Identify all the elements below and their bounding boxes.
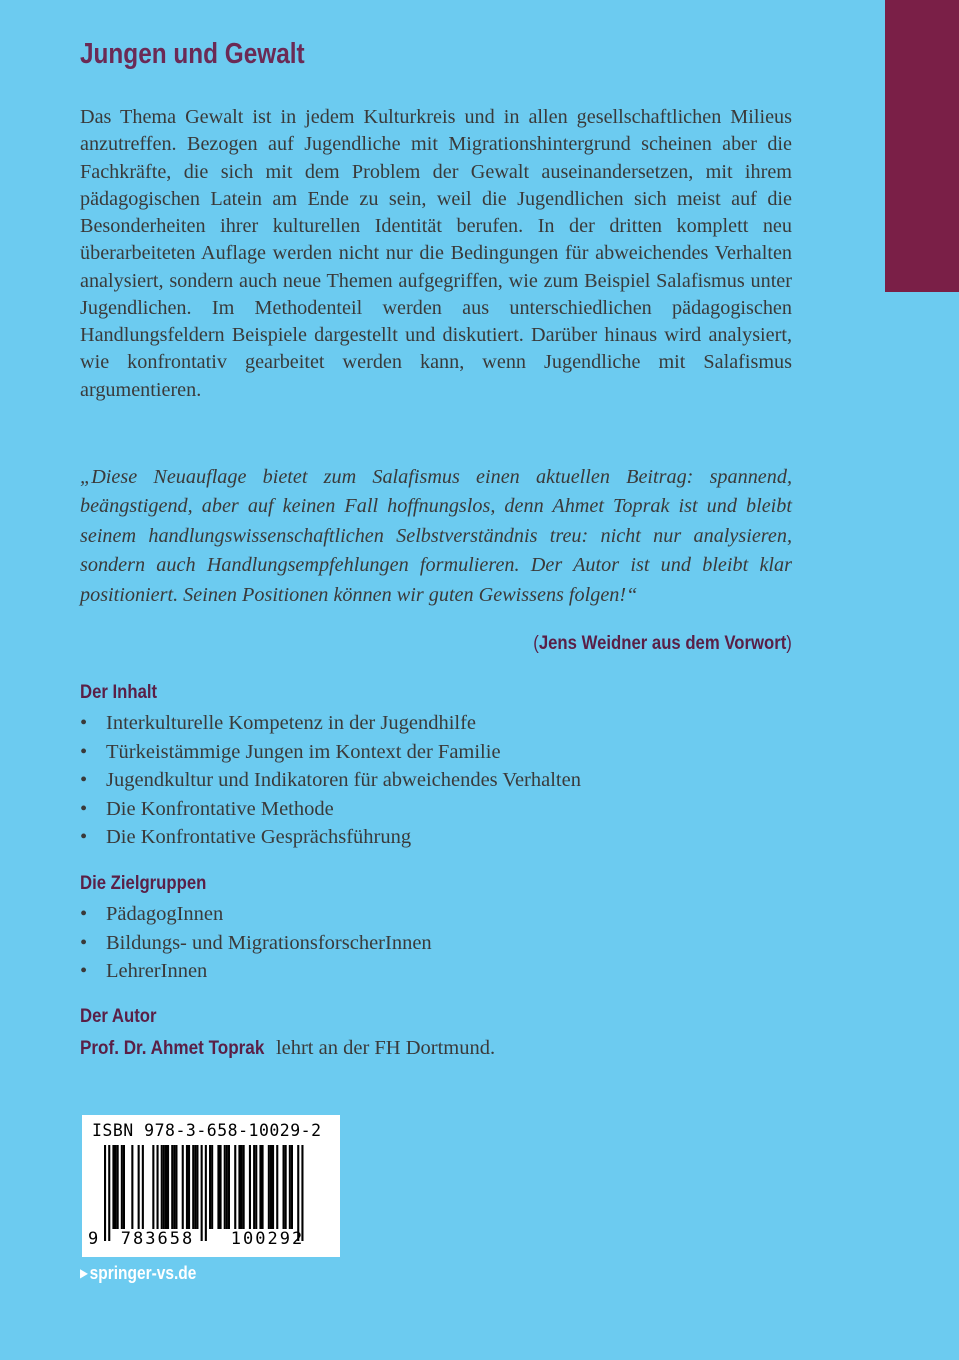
barcode-guard-bar bbox=[201, 1145, 203, 1241]
attribution-open-paren: ( bbox=[533, 633, 539, 654]
barcode-bar bbox=[285, 1145, 287, 1229]
foreword-quote: „Diese Neuauflage bietet zum Salafismus einen aktuellen Beitrag: spannend, beängstigend, aber auf keinen Fall hoffnungslos, denn Ahmet Toprak ist und bleibt seinem handlungswissenschaftlichen Selbstverständnis treu: nicht nur analysieren, sondern auch Handlungsempfehlungen formulieren. Der Autor ist und bleibt klar positioniert. Seinen Positionen können wir guten Gewissens folgen!“ bbox=[80, 466, 792, 606]
quote-attribution bbox=[533, 633, 792, 655]
inhalt-list bbox=[80, 709, 581, 852]
list-item: • Die Konfrontative Methode bbox=[80, 795, 581, 824]
bullet-icon: • bbox=[80, 797, 88, 820]
barcode-bar bbox=[217, 1145, 219, 1229]
ean-first-digit: 9 bbox=[88, 1229, 99, 1249]
barcode-bar bbox=[270, 1145, 272, 1229]
barcode-bar bbox=[255, 1145, 257, 1229]
list-item: • Jugendkultur und Indikatoren für abweichendes Verhalten bbox=[80, 766, 581, 795]
barcode-bar bbox=[289, 1145, 291, 1229]
barcode-bar bbox=[142, 1145, 144, 1229]
barcode-bar bbox=[173, 1145, 175, 1229]
barcode-guard-bar bbox=[108, 1145, 110, 1241]
book-title: Jungen und Gewalt bbox=[80, 38, 305, 70]
barcode-bar bbox=[161, 1145, 163, 1229]
barcode-bar bbox=[276, 1145, 278, 1229]
barcode-bar bbox=[123, 1145, 125, 1229]
barcode-bar bbox=[272, 1145, 274, 1229]
barcode-bar bbox=[249, 1145, 251, 1229]
barcode-bar bbox=[253, 1145, 255, 1229]
barcode-bar bbox=[224, 1145, 226, 1229]
barcode-bar bbox=[211, 1145, 213, 1229]
attribution-close-paren: ) bbox=[786, 633, 792, 654]
bullet-icon: • bbox=[80, 960, 88, 983]
barcode-bar bbox=[226, 1145, 228, 1229]
barcode-bar bbox=[171, 1145, 173, 1229]
arrow-right-icon: ▶ bbox=[80, 1266, 88, 1280]
barcode-bar bbox=[152, 1145, 154, 1229]
list-item: • Interkulturelle Kompetenz in der Jugendhilfe bbox=[80, 709, 581, 738]
zielgruppen-heading: Die Zielgruppen bbox=[80, 873, 207, 894]
bullet-icon: • bbox=[80, 740, 88, 763]
barcode-bar bbox=[241, 1145, 243, 1229]
barcode-bar bbox=[165, 1145, 167, 1229]
website-link[interactable] bbox=[80, 1263, 196, 1284]
barcode-bar bbox=[259, 1145, 261, 1229]
ean-right-group: 100292 bbox=[230, 1229, 305, 1249]
bullet-icon: • bbox=[80, 903, 88, 925]
barcode-bar bbox=[138, 1145, 140, 1229]
author-name: Prof. Dr. Ahmet Toprak bbox=[80, 1038, 265, 1059]
barcode-guard-bar bbox=[205, 1145, 207, 1241]
barcode-bar bbox=[243, 1145, 245, 1229]
barcode-bar bbox=[117, 1145, 119, 1229]
list-item: • Türkeistämmige Jungen im Kontext der Familie bbox=[80, 738, 581, 767]
barcode-bar bbox=[209, 1145, 211, 1229]
inhalt-heading: Der Inhalt bbox=[80, 682, 158, 703]
barcode-bar bbox=[175, 1145, 177, 1229]
isbn-barcode bbox=[82, 1115, 340, 1257]
bullet-icon: • bbox=[80, 826, 88, 849]
list-item: • LehrerInnen bbox=[80, 957, 432, 986]
barcode-guard-bar bbox=[301, 1145, 303, 1241]
barcode-bar bbox=[131, 1145, 133, 1229]
barcode-bar bbox=[112, 1145, 114, 1229]
barcode-bar bbox=[220, 1145, 222, 1229]
list-item: • Die Konfrontative Gesprächsführung bbox=[80, 823, 581, 852]
bullet-icon: • bbox=[80, 931, 88, 954]
barcode-bar bbox=[228, 1145, 230, 1229]
barcode-guard-bar bbox=[297, 1145, 299, 1241]
barcode-bar bbox=[234, 1145, 236, 1229]
list-item: • Bildungs- und MigrationsforscherInnen bbox=[80, 929, 432, 958]
barcode-bar bbox=[196, 1145, 198, 1229]
barcode-bar bbox=[188, 1145, 190, 1229]
author-affiliation: lehrt an der FH Dortmund. bbox=[270, 1037, 496, 1059]
barcode-bar bbox=[291, 1145, 293, 1229]
barcode-bar bbox=[163, 1145, 165, 1229]
bullet-icon: • bbox=[80, 769, 88, 792]
attribution-text: Jens Weidner aus dem Vorwort bbox=[538, 633, 787, 654]
barcode-bar bbox=[167, 1145, 169, 1229]
barcode-bar bbox=[268, 1145, 270, 1229]
zielgruppen-list bbox=[80, 900, 432, 986]
barcode-bar bbox=[283, 1145, 285, 1229]
barcode-bar bbox=[115, 1145, 117, 1229]
isbn-label: ISBN 978-3-658-10029-2 bbox=[92, 1121, 322, 1140]
ean-left-group: 783658 bbox=[120, 1229, 195, 1249]
book-description: Das Thema Gewalt ist in jedem Kulturkreis und in allen gesellschaftlichen Milieus anzutreffen. Bezogen auf Jugendliche mit Migrationshintergrund scheinen aber die Fachkräfte, die sich mit dem Problem der Gewalt auseinandersetzen, mit ihrem pädagogischen Latein am Ende zu sein, weil die Jugendlichen sich meist auf die Besonderheiten ihrer kulturellen Identität berufen. In der dritten komplett neu überarbeiteten Auflage werden nicht nur die Bedingungen für abweichendes Verhalten analysiert, sondern auch neue Themen aufgegriffen, wie zum Beispiel Salafismus unter Jugendlichen. Im Methodenteil werden aus unterschiedlichen pädagogischen Handlungsfeldern Beispiele dargestellt und diskutiert. Darüber hinaus wird analysiert, wie konfrontativ gearbeitet werden kann, wenn Jugendliche mit Salafismus argumentieren. bbox=[80, 106, 792, 401]
barcode-bar bbox=[186, 1145, 188, 1229]
barcode-bar bbox=[157, 1145, 159, 1229]
barcode-bar bbox=[262, 1145, 264, 1229]
barcode-bar bbox=[182, 1145, 184, 1229]
barcode-bar bbox=[121, 1145, 123, 1229]
barcode-bar bbox=[192, 1145, 194, 1229]
bullet-icon: • bbox=[80, 712, 88, 734]
author-line bbox=[80, 1037, 495, 1060]
barcode-bar bbox=[238, 1145, 240, 1229]
website-text: springer-vs.de bbox=[89, 1263, 197, 1283]
barcode-bar bbox=[194, 1145, 196, 1229]
autor-heading: Der Autor bbox=[80, 1006, 157, 1027]
barcode-guard-bar bbox=[104, 1145, 106, 1241]
accent-side-bar bbox=[885, 0, 959, 292]
list-item: • PädagogInnen bbox=[80, 900, 432, 929]
